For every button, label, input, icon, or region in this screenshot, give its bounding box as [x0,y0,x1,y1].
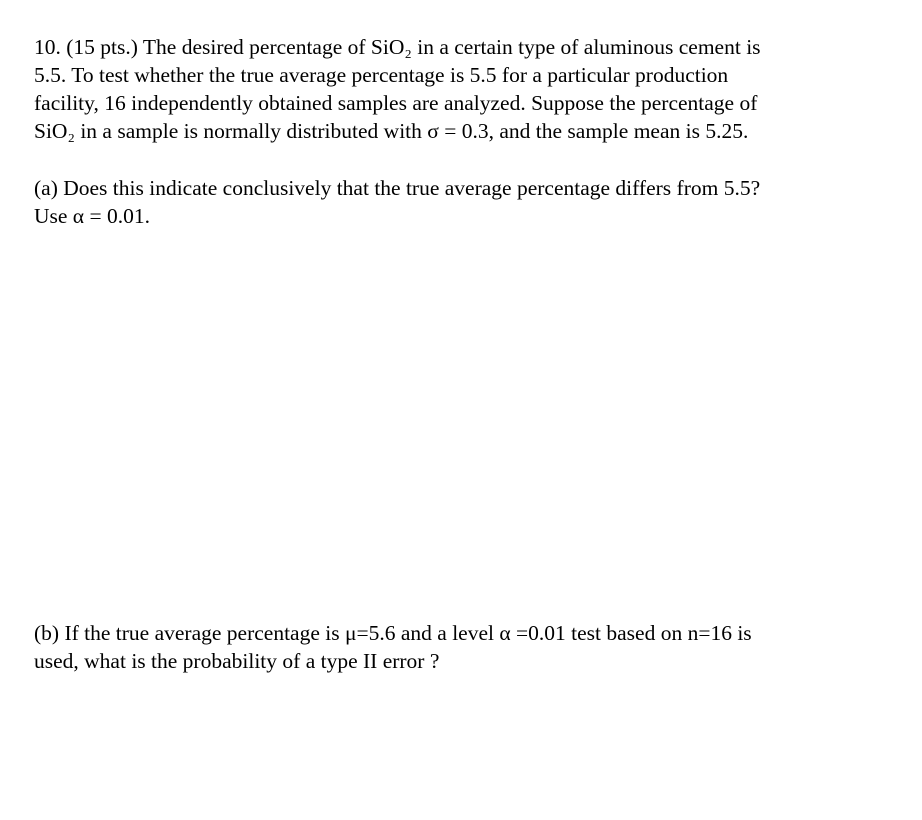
problem-line-2: 5.5. To test whether the true average percentage is 5.5 for a particular production [34,63,729,87]
problem-line-1: 10. (15 pts.) The desired percentage of SiO₂ in a certain type of aluminous cement is [34,35,761,59]
part-b-line-1: (b) If the true average percentage is μ=5.6 and a level α =0.01 test based on n=16 is [34,621,752,645]
part-b-line-2: used, what is the probability of a type II error ? [34,649,440,673]
part-a-line-1: (a) Does this indicate conclusively that the true average percentage differs from 5.5? [34,176,761,200]
part-a-line-2: Use α = 0.01. [34,204,150,228]
problem-line-3: facility, 16 independently obtained samples are analyzed. Suppose the percentage of [34,91,758,115]
problem-line-4: SiO₂ in a sample is normally distributed with σ = 0.3, and the sample mean is 5.25. [34,119,749,143]
